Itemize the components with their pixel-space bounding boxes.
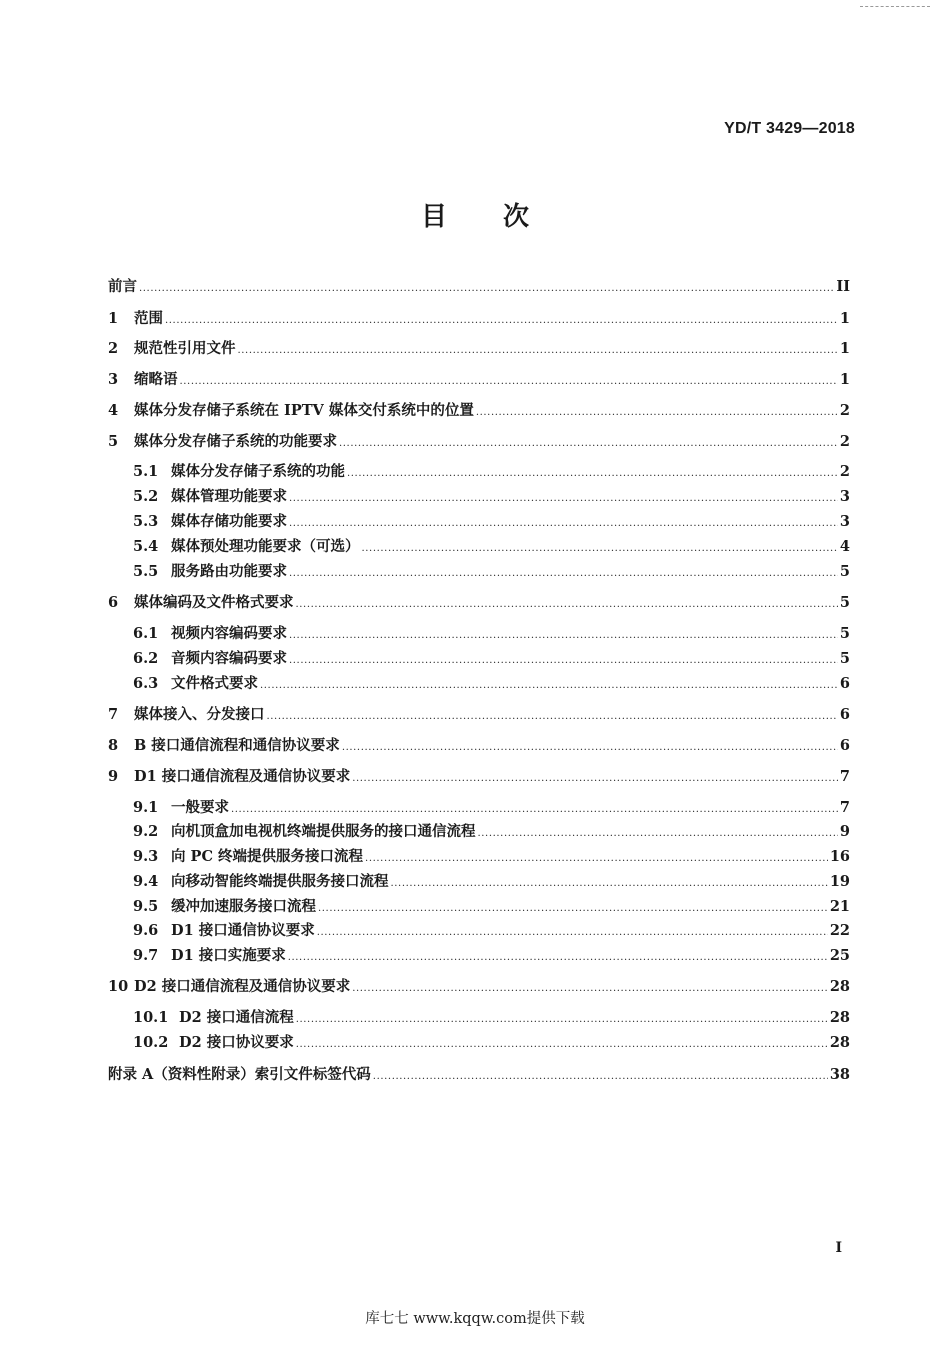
toc-entry[interactable] (108, 704, 850, 726)
toc-leader-dots (165, 310, 838, 332)
toc-entry-number: 5.1 (133, 463, 159, 480)
toc-entry[interactable] (133, 511, 850, 533)
toc-entry[interactable] (108, 592, 850, 614)
toc-entry-title: 媒体分发存储子系统在 IPTV 媒体交付系统中的位置 (134, 402, 474, 419)
toc-entry-title: D2 接口协议要求 (179, 1034, 294, 1051)
toc-leader-dots (180, 371, 838, 393)
toc-leader-dots (296, 594, 838, 616)
toc-leader-dots (296, 1009, 828, 1031)
toc-entry[interactable] (108, 766, 850, 788)
toc-entry-page: 5 (839, 625, 850, 642)
toc-entry[interactable] (108, 369, 850, 391)
toc-entry-page: II (836, 278, 850, 295)
toc-entry-number: 7 (108, 706, 119, 723)
toc-leader-dots (289, 488, 838, 510)
toc-entry[interactable] (133, 1007, 850, 1029)
toc-entry-number: 6 (108, 594, 119, 611)
toc-entry-page: 5 (839, 594, 850, 611)
toc-leader-dots (342, 737, 838, 759)
toc-leader-dots (365, 848, 828, 870)
toc-leader-dots (476, 402, 838, 424)
toc-entry-number: 9.7 (133, 947, 159, 964)
toc-leader-dots (289, 650, 838, 672)
toc-entry-page: 22 (829, 922, 850, 939)
toc-entry-title: 文件格式要求 (171, 675, 258, 692)
toc-entry-page: 3 (839, 488, 850, 505)
toc-entry[interactable] (108, 276, 850, 298)
toc-entry-number: 5.3 (133, 513, 159, 530)
toc-entry-number: 5 (108, 433, 119, 450)
toc-entry-page: 25 (829, 947, 850, 964)
toc-entry[interactable] (133, 486, 850, 508)
toc-leader-dots (289, 513, 838, 535)
toc-entry[interactable] (108, 1064, 850, 1086)
toc-entry[interactable] (133, 846, 850, 868)
toc-entry-number: 6.3 (133, 675, 159, 692)
toc-leader-dots (478, 823, 838, 845)
toc-entry-page: 28 (829, 1009, 850, 1026)
toc-entry-number: 9.3 (133, 848, 159, 865)
toc-entry-title: 媒体接入、分发接口 (134, 706, 265, 723)
toc-entry-page: 28 (829, 1034, 850, 1051)
toc-entry-number: 9 (108, 768, 119, 785)
toc-leader-dots (362, 538, 838, 560)
toc-entry-number: 10.2 (133, 1034, 169, 1051)
toc-entry-page: 5 (839, 650, 850, 667)
toc-entry-page: 5 (839, 563, 850, 580)
toc-leader-dots (317, 922, 828, 944)
toc-entry-number: 5.5 (133, 563, 159, 580)
toc-entry-title: 视频内容编码要求 (171, 625, 287, 642)
toc-entry-page: 6 (839, 706, 850, 723)
toc-entry-title: 媒体预处理功能要求（可选） (171, 538, 360, 555)
toc-entry-title: B 接口通信流程和通信协议要求 (134, 737, 340, 754)
toc-entry-title: D1 接口通信协议要求 (171, 922, 315, 939)
toc-leader-dots (289, 563, 838, 585)
toc-entry[interactable] (133, 945, 850, 967)
toc-entry-number: 4 (108, 402, 119, 419)
download-watermark: 库七七 www.kqqw.com提供下载 (365, 1311, 585, 1327)
toc-entry-number: 9.2 (133, 823, 159, 840)
toc-entry-number: 6.2 (133, 650, 159, 667)
toc-entry-title: 向移动智能终端提供服务接口流程 (171, 873, 389, 890)
toc-leader-dots (231, 799, 838, 821)
toc-entry-title: 规范性引用文件 (134, 340, 236, 357)
toc-entry-page: 2 (839, 402, 850, 419)
toc-entry-number: 6.1 (133, 625, 159, 642)
toc-entry-title: 向 PC 终端提供服务接口流程 (171, 848, 364, 865)
toc-leader-dots (260, 675, 838, 697)
toc-entry-number: 9.5 (133, 898, 159, 915)
toc-entry-title: D2 接口通信流程及通信协议要求 (134, 978, 351, 995)
toc-entry-page: 6 (839, 737, 850, 754)
toc-entry-title: D2 接口通信流程 (179, 1009, 294, 1026)
toc-entry-title: D1 接口实施要求 (171, 947, 286, 964)
toc-entry[interactable] (108, 431, 850, 453)
toc-entry-title: 媒体管理功能要求 (171, 488, 287, 505)
toc-entry-title: 前言 (108, 278, 137, 295)
toc-entry-number: 9.4 (133, 873, 159, 890)
toc-entry-page: 4 (839, 538, 850, 555)
toc-entry-page: 9 (839, 823, 850, 840)
toc-entry[interactable] (108, 308, 850, 330)
toc-entry-number: 3 (108, 371, 119, 388)
toc-entry-title: 缓冲加速服务接口流程 (171, 898, 316, 915)
toc-leader-dots (352, 768, 838, 790)
toc-entry-number: 5.4 (133, 538, 159, 555)
toc-leader-dots (373, 1066, 828, 1088)
toc-entry-title: 媒体编码及文件格式要求 (134, 594, 294, 611)
toc-entry-page: 1 (839, 310, 850, 327)
scan-artifact (860, 6, 930, 7)
toc-entry[interactable] (133, 896, 850, 918)
toc-entry[interactable] (133, 461, 850, 483)
toc-entry-title: 缩略语 (134, 371, 178, 388)
toc-leader-dots (347, 463, 838, 485)
toc-entry-title: 媒体分发存储子系统的功能要求 (134, 433, 337, 450)
toc-entry[interactable] (133, 648, 850, 670)
toc-entry-page: 28 (829, 978, 850, 995)
toc-leader-dots (352, 978, 828, 1000)
toc-entry-page: 3 (839, 513, 850, 530)
toc-leader-dots (288, 947, 828, 969)
toc-entry-page: 7 (839, 799, 850, 816)
toc-entry-page: 16 (829, 848, 850, 865)
toc-entry-number: 10 (108, 978, 129, 995)
toc-leader-dots (296, 1034, 828, 1056)
toc-entry[interactable] (133, 623, 850, 645)
toc-entry-title: 媒体存储功能要求 (171, 513, 287, 530)
toc-entry-title: 媒体分发存储子系统的功能 (171, 463, 345, 480)
toc-entry-number: 8 (108, 737, 119, 754)
page-title: 目次 (420, 202, 585, 232)
toc-entry-title: 音频内容编码要求 (171, 650, 287, 667)
toc-entry-page: 1 (839, 371, 850, 388)
toc-entry-page: 6 (839, 675, 850, 692)
toc-entry-title: D1 接口通信流程及通信协议要求 (134, 768, 351, 785)
toc-entry[interactable] (108, 976, 850, 998)
toc-entry[interactable] (108, 400, 850, 422)
toc-entry-page: 38 (829, 1066, 850, 1083)
toc-entry[interactable] (133, 797, 850, 819)
toc-entry-number: 9.1 (133, 799, 159, 816)
toc-entry-title: 服务路由功能要求 (171, 563, 287, 580)
toc-entry[interactable] (108, 735, 850, 757)
toc-entry[interactable] (133, 536, 850, 558)
toc-entry[interactable] (133, 1032, 850, 1054)
toc-entry-page: 21 (829, 898, 850, 915)
toc-entry-title: 一般要求 (171, 799, 229, 816)
page-number: I (835, 1240, 842, 1256)
toc-leader-dots (289, 625, 838, 647)
toc-entry-number: 5.2 (133, 488, 159, 505)
toc-entry[interactable] (133, 871, 850, 893)
toc-leader-dots (139, 278, 834, 300)
toc-entry-page: 2 (839, 463, 850, 480)
toc-entry-number: 1 (108, 310, 119, 327)
toc-entry-page: 7 (839, 768, 850, 785)
toc-entry-title: 范围 (134, 310, 163, 327)
toc-entry-page: 2 (839, 433, 850, 450)
toc-leader-dots (339, 433, 838, 455)
toc-entry[interactable] (133, 561, 850, 583)
toc-entry[interactable] (133, 920, 850, 942)
toc-entry[interactable] (133, 673, 850, 695)
toc-leader-dots (318, 898, 828, 920)
toc-entry-title: 附录 A（资料性附录）索引文件标签代码 (108, 1066, 371, 1083)
toc-leader-dots (267, 706, 838, 728)
toc-entry[interactable] (133, 821, 850, 843)
toc-entry-page: 1 (839, 340, 850, 357)
toc-entry-number: 2 (108, 340, 119, 357)
toc-leader-dots (238, 340, 838, 362)
toc-entry-title: 向机顶盒加电视机终端提供服务的接口通信流程 (171, 823, 476, 840)
toc-entry[interactable] (108, 338, 850, 360)
toc-entry-number: 9.6 (133, 922, 159, 939)
document-code: YD/T 3429—2018 (724, 120, 855, 137)
toc-entry-page: 19 (829, 873, 850, 890)
toc-leader-dots (391, 873, 828, 895)
toc-entry-number: 10.1 (133, 1009, 169, 1026)
